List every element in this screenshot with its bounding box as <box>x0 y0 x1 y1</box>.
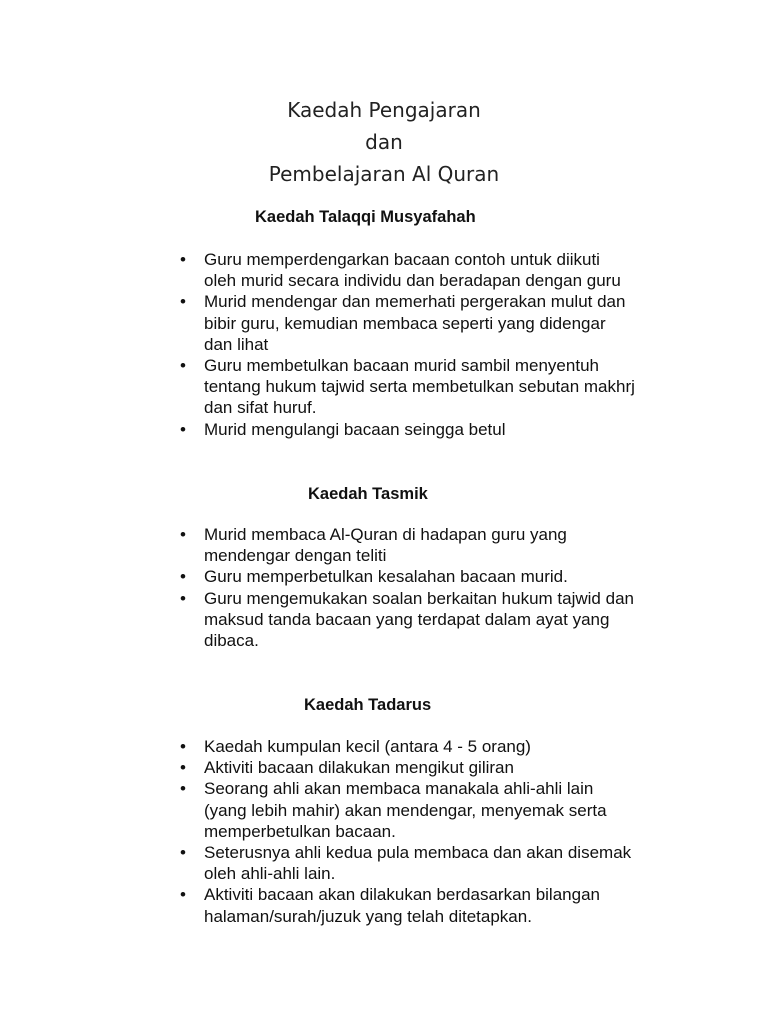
list-item-text: Aktiviti bacaan akan dilakukan berdasarkan bilangan halaman/surah/juzuk yang telah ditetapkan. <box>204 885 600 926</box>
bullet-icon: • <box>180 250 186 269</box>
list-item-text: Seorang ahli akan membaca manakala ahli-ahli lain (yang lebih mahir) akan mendengar, menyemak serta memperbetulkan bacaan. <box>204 779 607 841</box>
section-list-talaqqi <box>176 249 636 440</box>
list-item-text: Guru memperbetulkan kesalahan bacaan murid. <box>204 567 568 587</box>
list-item <box>176 757 636 778</box>
list-item <box>176 778 636 842</box>
list-item-text: Kaedah kumpulan kecil (antara 4 - 5 orang) <box>204 737 531 756</box>
list-item <box>176 588 636 652</box>
bullet-icon: • <box>180 885 186 905</box>
list-item <box>176 842 636 884</box>
bullet-icon: • <box>180 758 186 778</box>
list-item <box>176 355 636 419</box>
title-line-3: Pembelajaran Al Quran <box>268 162 500 186</box>
bullet-icon: • <box>180 737 186 756</box>
bullet-icon: • <box>180 419 186 439</box>
list-item <box>176 291 636 355</box>
bullet-icon: • <box>180 588 186 608</box>
list-item <box>176 736 636 757</box>
list-item-text: Murid mengulangi bacaan seingga betul <box>204 419 506 439</box>
list-item-text: Seterusnya ahli kedua pula membaca dan akan disemak oleh ahli-ahli lain. <box>204 843 632 884</box>
list-item <box>176 419 636 440</box>
bullet-icon: • <box>180 525 186 544</box>
list-item-text: Guru mengemukakan soalan berkaitan hukum tajwid dan maksud tanda bacaan yang terdapat dalam ayat yang dibaca. <box>204 588 634 651</box>
bullet-icon: • <box>180 356 186 376</box>
bullet-icon: • <box>180 779 186 799</box>
bullet-icon: • <box>180 843 186 863</box>
section-heading-talaqqi: Kaedah Talaqqi Musyafahah <box>255 208 476 226</box>
section-list-tasmik <box>176 524 636 651</box>
list-item <box>176 524 636 566</box>
title-line-2: dan <box>365 130 403 154</box>
title-line-1: Kaedah Pengajaran <box>287 98 481 122</box>
section-heading-tasmik: Kaedah Tasmik <box>308 485 428 503</box>
list-item <box>176 884 636 926</box>
section-list-tadarus <box>176 736 636 927</box>
bullet-icon: • <box>180 567 186 587</box>
section-heading-tadarus: Kaedah Tadarus <box>304 696 432 714</box>
list-item <box>176 566 636 587</box>
list-item-text: Guru memperdengarkan bacaan contoh untuk diikuti oleh murid secara individu dan beradapan dengan guru <box>204 250 621 291</box>
list-item-text: Aktiviti bacaan dilakukan mengikut giliran <box>204 758 514 778</box>
list-item-text: Guru membetulkan bacaan murid sambil menyentuh tentang hukum tajwid serta membetulkan sebutan makhrj dan sifat huruf. <box>204 356 635 418</box>
list-item-text: Murid membaca Al-Quran di hadapan guru yang mendengar dengan teliti <box>204 525 567 566</box>
list-item-text: Murid mendengar dan memerhati pergerakan mulut dan bibir guru, kemudian membaca seperti yang didengar dan lihat <box>204 292 626 354</box>
list-item <box>176 249 636 291</box>
bullet-icon: • <box>180 292 186 312</box>
document-title <box>0 94 768 190</box>
